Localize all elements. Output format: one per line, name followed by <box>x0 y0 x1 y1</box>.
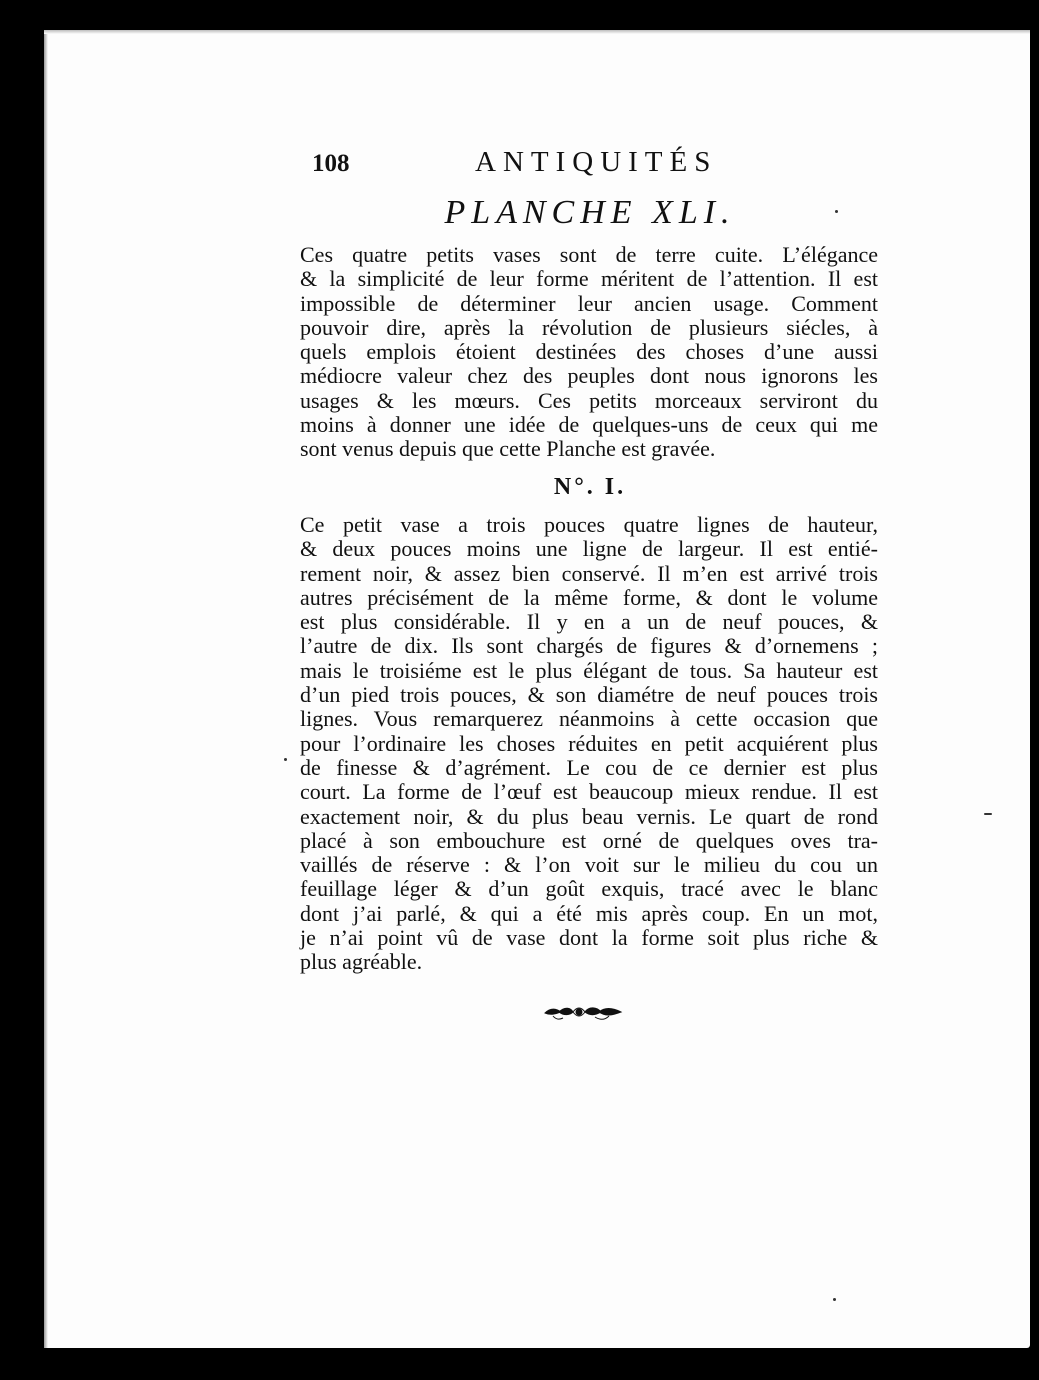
text-line: dont j’ai parlé, & qui a été mis après coup. En un mot, <box>300 900 878 926</box>
intro-paragraph <box>300 243 878 462</box>
text-line: feuillage léger & d’un goût exquis, tracé avec le blanc <box>300 876 878 902</box>
page-edge-shadow-top <box>44 30 1030 34</box>
text-line: rement noir, & assez bien conservé. Il m’en est arrivé trois <box>300 560 878 586</box>
text-line: de finesse & d’agrément. Le cou de ce dernier est plus <box>300 754 878 780</box>
text-line: lignes. Vous remarquerez néanmoins à cette occasion que <box>300 706 878 732</box>
section-number: N°. I. <box>553 474 627 500</box>
text-line: vaillés de réserve : & l’on voit sur le milieu du cou un <box>300 852 878 878</box>
text-line: & la simplicité de leur forme méritent de l’attention. Il est <box>300 266 878 292</box>
text-line: court. La forme de l’œuf est beaucoup mieux rendue. Il est <box>300 779 878 805</box>
text-line: pouvoir dire, après la révolution de plusieurs siécles, à <box>300 314 878 340</box>
text-line: & deux pouces moins une ligne de largeur. Il est entié- <box>300 536 878 562</box>
text-line: je n’ai point vû de vase dont la forme soit plus riche & <box>300 925 878 951</box>
body-paragraph <box>300 513 878 975</box>
text-line: moins à donner une idée de quelques-uns de ceux qui me <box>300 412 878 438</box>
text-line: Ce petit vase a trois pouces quatre lignes de hauteur, <box>300 512 878 537</box>
text-line: usages & les mœurs. Ces petits morceaux serviront du <box>300 387 878 413</box>
text-line: impossible de déterminer leur ancien usage. Comment <box>300 290 878 316</box>
text-line: quels emplois étoient destinées des choses d’une aussi <box>300 339 878 365</box>
fleuron-ornament-icon <box>543 1000 623 1024</box>
text-line: pour l’ordinaire les choses réduites en petit acquiérent plus <box>300 730 878 756</box>
text-line: médiocre valeur chez des peuples dont nous ignorons les <box>300 363 878 389</box>
text-line: d’un pied trois pouces, & son diamétre de neuf pouces trois <box>300 682 878 708</box>
page-number: 108 <box>312 150 350 177</box>
page-edge-shadow-left <box>44 30 48 1348</box>
text-line: autres précisément de la même forme, & dont le volume <box>300 584 878 610</box>
text-line: plus agréable. <box>300 949 423 975</box>
running-head <box>312 146 752 180</box>
text-line: exactement noir, & du plus beau vernis. Le quart de rond <box>300 803 878 829</box>
text-line: l’autre de dix. Ils sont chargés de figures & d’ornemens ; <box>300 633 878 659</box>
text-line: est plus considérable. Il y en a un de neuf pouces, & <box>300 609 878 635</box>
text-line: sont venus depuis que cette Planche est gravée. <box>300 436 716 462</box>
running-title: ANTIQUITÉS <box>475 146 718 178</box>
plate-heading: PLANCHE XLI. <box>444 194 736 231</box>
text-line: placé à son embouchure est orné de quelques oves tra- <box>300 827 878 853</box>
text-line: Ces quatre petits vases sont de terre cuite. L’élégance <box>300 242 878 267</box>
text-line: mais le troisiéme est le plus élégant de tous. Sa hauteur est <box>300 657 878 683</box>
